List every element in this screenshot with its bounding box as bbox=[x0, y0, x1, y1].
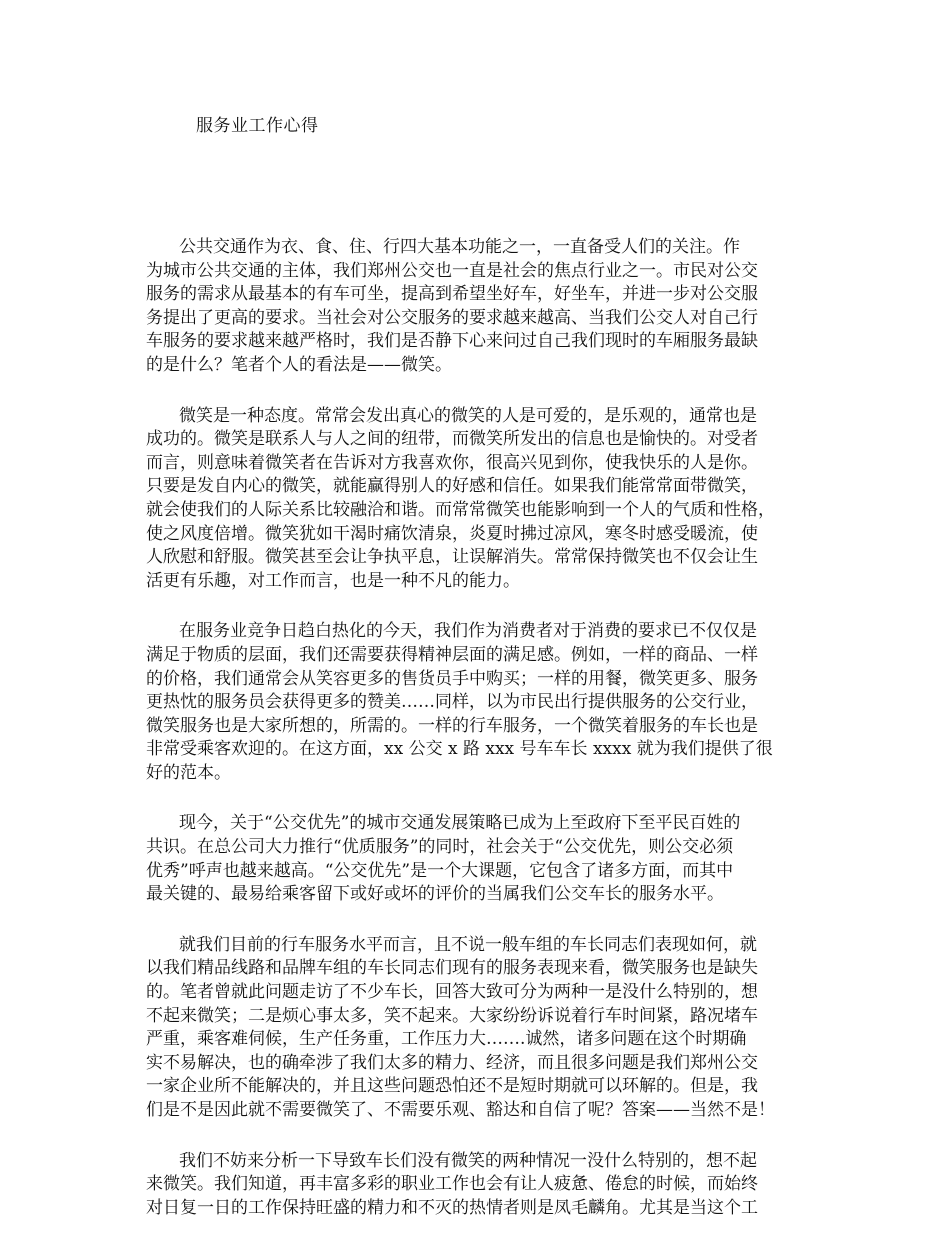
paragraph-line: 实不易解决，也的确牵涉了我们太多的精力、经济，而且很多问题是我们郑州公交 bbox=[146, 1052, 758, 1073]
paragraph-line: 的是什么？笔者个人的看法是——微笑。 bbox=[146, 354, 452, 375]
paragraph-first-line: 我们不妨来分析一下导致车长们没有微笑的两种情况一没什么特别的，想不起 bbox=[179, 1150, 757, 1171]
paragraph-line: 为城市公共交通的主体，我们郑州公交也一直是社会的焦点行业之一。市民对公交 bbox=[146, 260, 758, 281]
paragraph-line: 微笑服务也是大家所想的，所需的。一样的行车服务，一个微笑着服务的车长也是 bbox=[146, 715, 758, 736]
document-title: 服务业工作心得 bbox=[196, 116, 319, 136]
paragraph-line: 务提出了更高的要求。当社会对公交服务的要求越来越高、当我们公交人对自己行 bbox=[146, 307, 758, 328]
paragraph-line: 人欣慰和舒服。微笑甚至会让争执平息，让误解消失。常常保持微笑也不仅会让生 bbox=[146, 547, 758, 568]
paragraph-line: 的价格，我们通常会从笑容更多的售货员手中购买；一样的用餐，微笑更多、服务 bbox=[146, 668, 758, 689]
paragraph-first-line: 现今，关于“公交优先”的城市交通发展策略已成为上至政府下至平民百姓的 bbox=[179, 813, 741, 834]
paragraph-first-line: 微笑是一种态度。常常会发出真心的微笑的人是可爱的，是乐观的，通常也是 bbox=[179, 405, 757, 426]
paragraph-line: 以我们精品线路和品牌车组的车长同志们现有的服务表现来看，微笑服务也是缺失 bbox=[146, 958, 758, 979]
paragraph-line: 满足于物质的层面，我们还需要获得精神层面的满足感。例如，一样的商品、一样 bbox=[146, 644, 758, 665]
paragraph bbox=[146, 812, 818, 906]
paragraph-line: 使之风度倍增。微笑犹如干渴时痛饮清泉，炎夏时拂过凉风，寒冬时感受暖流，使 bbox=[146, 523, 758, 544]
paragraph-line: 来微笑。我们知道，再丰富多彩的职业工作也会有让人疲惫、倦怠的时候，而始终 bbox=[146, 1174, 758, 1195]
paragraph-line: 优秀”呼声也越来越高。“公交优先”是一个大课题，它包含了诸多方面，而其中 bbox=[146, 860, 734, 881]
paragraph-line: 共识。在总公司大力推行“优质服务”的同时，社会关于“公交优先，则公交必须 bbox=[146, 837, 734, 858]
paragraph bbox=[146, 236, 818, 378]
paragraph-first-line: 就我们目前的行车服务水平而言，且不说一般车组的车长同志们表现如何，就 bbox=[179, 934, 757, 955]
paragraph-line: 们是不是因此就不需要微笑了、不需要乐观、豁达和自信了呢？答案——当然不是！ bbox=[146, 1100, 775, 1120]
paragraph-line: 而言，则意味着微笑者在告诉对方我喜欢你，很高兴见到你，使我快乐的人是你。 bbox=[146, 452, 758, 473]
paragraph-line: 好的范本。 bbox=[146, 762, 231, 783]
paragraph-line: 服务的需求从最基本的有车可坐，提高到希望坐好车，好坐车，并进一步对公交服 bbox=[146, 284, 758, 305]
paragraph-line: 就会使我们的人际关系比较融洽和谐。而常常微笑也能影响到一个人的气质和性格， bbox=[146, 499, 775, 520]
paragraph-first-line: 公共交通作为衣、食、住、行四大基本功能之一，一直备受人们的关注。作 bbox=[179, 237, 740, 257]
document-body bbox=[146, 236, 818, 1247]
paragraph-line: 的。笔者曾就此问题走访了不少车长，回答大致可分为两种一是没什么特别的，想 bbox=[146, 982, 758, 1003]
paragraph-line: 严重，乘客难伺候，生产任务重，工作压力大…….诚然，诸多问题在这个时期确 bbox=[146, 1029, 747, 1050]
paragraph-line: 成功的。微笑是联系人与人之间的纽带，而微笑所发出的信息也是愉快的。对受者 bbox=[146, 429, 758, 450]
paragraph-line: 更热忱的服务员会获得更多的赞美……同样，以为市民出行提供服务的公交行业， bbox=[146, 692, 758, 713]
paragraph-line: 活更有乐趣，对工作而言，也是一种不凡的能力。 bbox=[146, 570, 520, 591]
paragraph bbox=[146, 405, 818, 594]
paragraph-first-line: 在服务业竞争日趋白热化的今天，我们作为消费者对于消费的要求已不仅仅是 bbox=[179, 621, 757, 642]
paragraph-line: 一家企业所不能解决的，并且这些问题恐怕还不是短时期就可以环解的。但是，我 bbox=[146, 1076, 758, 1097]
paragraph bbox=[146, 934, 818, 1123]
paragraph-line: 只要是发自内心的微笑，就能赢得别人的好感和信任。如果我们能常常面带微笑， bbox=[146, 476, 758, 497]
paragraph-line: 非常受乘客欢迎的。在这方面，xx 公交 x 路 xxx 号车车长 xxxx 就为我们提供了很 bbox=[146, 739, 773, 760]
paragraph-line: 最关键的、最易给乘客留下或好或坏的评价的当属我们公交车长的服务水平。 bbox=[146, 884, 724, 905]
paragraph-line: 不起来微笑；二是烦心事太多，笑不起来。大家纷纷诉说着行车时间紧，路况堵车 bbox=[146, 1005, 758, 1026]
paragraph-line: 车服务的要求越来越严格时，我们是否静下心来问过自己我们现时的车厢服务最缺 bbox=[146, 331, 758, 352]
paragraph-line: 对日复一日的工作保持旺盛的精力和不灭的热情者则是凤毛麟角。尤其是当这个工 bbox=[146, 1197, 758, 1218]
paragraph bbox=[146, 1150, 818, 1221]
paragraph bbox=[146, 620, 818, 785]
